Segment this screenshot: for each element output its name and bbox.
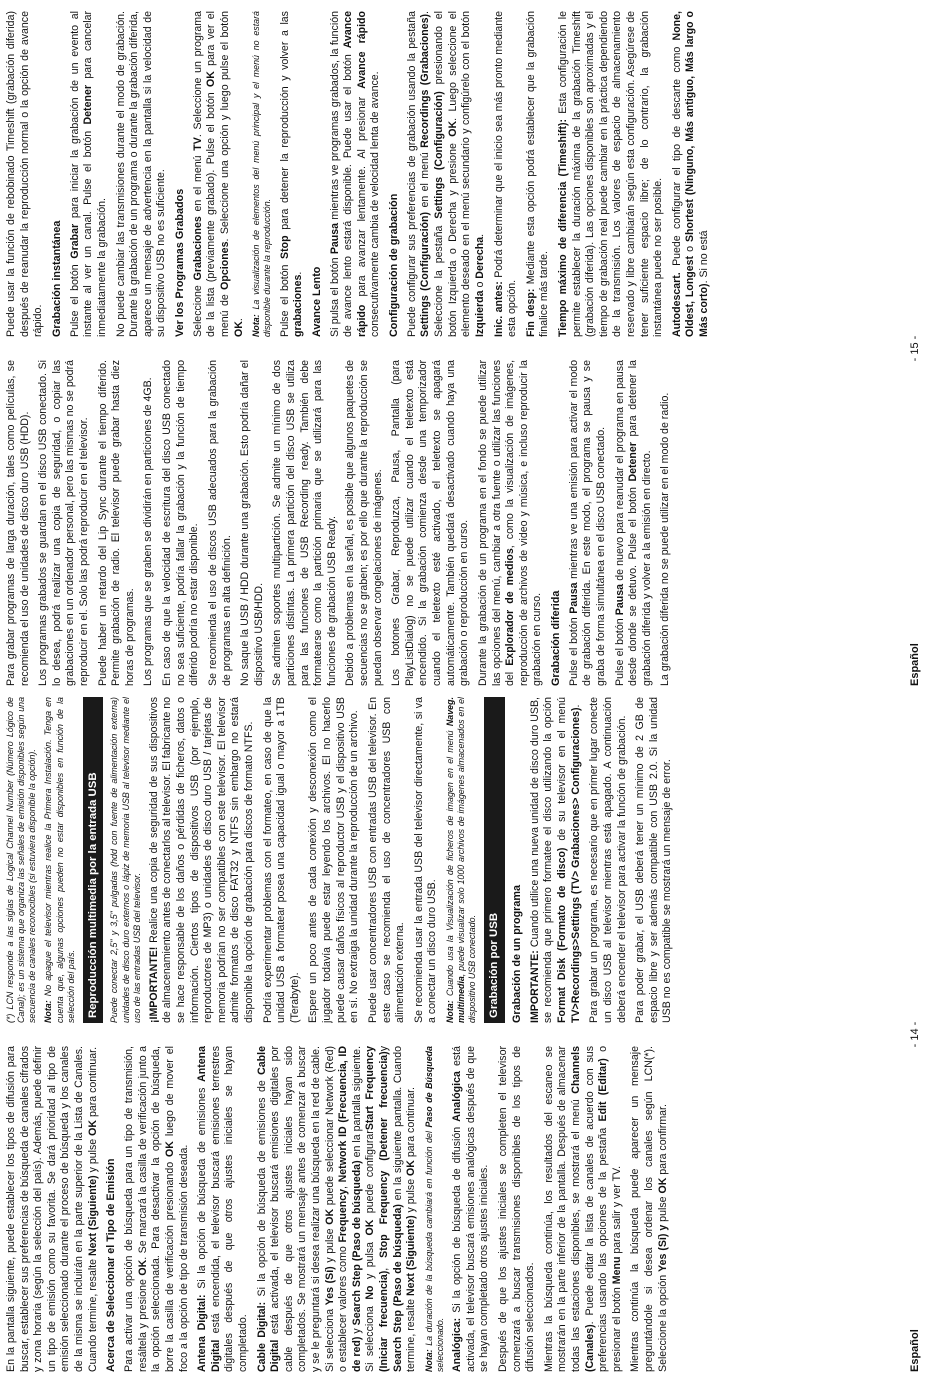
footer-language: Español xyxy=(909,643,921,686)
paragraph: Analógica: Si la opción de búsqueda de difusión Analógica está activada, el televisor buscará emisiones analógicas después de que se hayan completado otros ajustes iniciales. xyxy=(451,1046,491,1372)
paragraph: Se admiten soportes multipartición. Se admite un mínimo de dos particiones distintas. La primera partición del disco USB se utiliza para las funciones de USB Recording ready. También debe formatearse como la partición primaria que se utilizará para las funciones de grabación USB Ready. xyxy=(271,360,338,686)
note: Nota: La visualización de elementos del menú principal y el menú no estará disponible durante la reproducción. xyxy=(251,11,273,337)
note: Nota: La duración de la búsqueda cambiará en función del Paso de Búsqueda seleccionado. xyxy=(423,1046,446,1372)
note: (*) LCN responde a las siglas de Logical Channel Number (Número Lógico de Canal); es un sistema que organiza las señales de emisión disponibles según una secuencia de canales reconocibles (si estuviera disponible la opción). xyxy=(5,697,38,1023)
section-banner: Reproducción multimedia por la entrada USB xyxy=(83,697,104,1023)
paragraph: Autodescart. Puede configurar el tipo de descarte como None, Oldest, Longest o Shortest (Ninguno, Más antiguo, Más largo o Más corto). Si no está xyxy=(670,11,711,337)
section-banner: Grabación por USB xyxy=(484,697,505,1023)
page-14-column-2 xyxy=(5,697,895,1023)
paragraph: Pulse el botón Stop para detener la reproducción y volver a las grabaciones. xyxy=(278,11,305,337)
paragraph: Puede usar concentradores USB con entradas USB del televisor. En este caso se recomienda el uso de concentradores USB con alimentación externa. xyxy=(366,697,407,1023)
paragraph: Debido a problemas en la señal, es posible que algunos paquetes de secuencias no se graben; es por ello que durante la reproducción se puedan observar congelaciones de imágenes. xyxy=(344,360,384,686)
section-heading: Grabación diferida xyxy=(549,590,562,686)
paragraph: Puede haber un retardo del Lip Sync durante el tiempo diferido. Permite grabación de radio. El televisor puede grabar hasta diez horas de programas. xyxy=(96,360,136,686)
paragraph: Se recomienda usar la entrada USB del televisor directamente, si va a conectar un disco duro USB. xyxy=(412,697,439,1023)
paragraph: Pulse el botón Pausa mientras ve una emisión para activar el modo de grabación diferida. En este modo, el programa se pausa y se graba de forma simultánea en el disco USB conectado. xyxy=(567,360,608,686)
page-15-column-1 xyxy=(5,360,895,686)
paragraph: Mientras continúa la búsqueda puede aparecer un mensaje preguntándole si desea ordenar los canales según LCN(*). Seleccione la opción Yes (Sí) y pulse OK para confirmar. xyxy=(629,1046,669,1372)
section-heading: Avance Lento xyxy=(310,266,323,337)
paragraph: Cable Digital: Si la opción de búsqueda de emisiones de Cable Digital está activada, el televisor buscará emisiones digitales por cable después de que otros ajustes iniciales hayan sido completados. Se mostrará un mensaje antes de comenzar a buscar y se le preguntará si desea realizar una búsqueda en la red de cable. Si selecciona Yes (Sí) y pulse OK puede seleccionar Network (Red) o establecer valores como Frequency, Network ID (Frecuencia, ID de red) y Search Step (Paso de búsqueda) en la pantalla siguiente. Si selecciona No y pulsa OK puede configurarStart Frequency (Iniciar frecuencia), Stop Frequency (Detener frecuencia)y Search Step (Paso de búsqueda) en la siguiente pantalla. Cuando termine, resalte Next (Siguiente) y pulse OK para continuar. xyxy=(255,1046,418,1372)
paragraph: No puede cambiar las transmisiones durante el modo de grabación. Durante la grabación de un programa o durante la grabación diferida, aparece un mensaje de advertencia en la pantalla si la velocidad de su dispositivo USB no es suficiente. xyxy=(114,11,168,337)
paragraph: Durante la grabación de un programa en el fondo se puede utilizar las opciones del menú, cambiar a otra fuente o utilizar las funciones del Explorador de medios, como la visualización de imágenes, reproducción de archivos de video y música, e incluso reproducir la grabación en curso. xyxy=(476,360,544,686)
paragraph: Para grabar programas de larga duración, tales como películas, se recomienda el uso de unidades de disco duro USB (HDD). xyxy=(5,360,31,686)
paragraph: La grabación diferida no se puede utilizar en el modo de radio. xyxy=(659,392,672,686)
section-heading: Ver los Programas Grabados xyxy=(173,188,186,337)
note: Nota: No apague el televisor mientras realice la Primera Instalación. Tenga en cuenta que, algunas opciones pueden no estar disponibles en función de la selección del país. xyxy=(43,697,76,1023)
section-heading: Grabación instantánea xyxy=(50,220,63,337)
paragraph: ¡IMPORTANTE! Realice una copia de seguridad de sus dispositivos de almacenamiento antes de conectarlos al televisor. El fabricante no se hace responsable de los daños o pérdidas de ficheros, datos o información. Ciertos tipos de dispositivos USB (por ejemplo, reproductores de MP3) o unidades de disco duro USB / tarjetas de memoria podrían no ser compatibles con este televisor. El televisor admite formatos de disco FAT32 y NTFS sin embargo no estará disponible la opción de grabación para discos de formato NTFS. xyxy=(147,697,256,1023)
page-number: - 15 - xyxy=(909,335,921,362)
paragraph: Puede configurar sus preferencias de grabación usando la pestaña Settings (Configuración) en el menú Recordings (Grabaciones). Seleccione la pestaña Settings (Configuración) presionando el botón Izquierda o Derecha y presione OK. Luego seleccione el elemento deseado en el menú secundario y configúrelo con el botón Izquierda o Derecha. xyxy=(405,11,486,337)
paragraph: Fin desp: Mediante esta opción podrá establecer que la grabación finalice más tarde. xyxy=(524,11,551,337)
paragraph: Para activar una opción de búsqueda para un tipo de transmisión, resáltela y presione OK. Se marcará la casilla de verificación junto a la opción seleccionada. Para desactivar la opción de búsqueda, borre la casilla de verificación presionando OK luego de mover el foco a la opción de tipo de transmisión deseada. xyxy=(123,1046,190,1372)
section-heading: Grabación de un programa xyxy=(511,885,523,1023)
paragraph: Los programas que se graben se dividirán en particiones de 4GB. xyxy=(142,377,155,686)
paragraph: Pulse el botón Grabar para iniciar la grabación de un evento al instante al ver un canal. Pulse el botón Detener para cancelar inmediatamente la grabación. xyxy=(68,11,108,337)
section-heading: Configuración de grabación xyxy=(388,193,401,337)
paragraph: Los programas grabados se guardan en el disco USB conectado. Si lo desea, podrá realizar una copia de seguridad, o copiar las grabaciones en un ordenador personal, pero las mismas no se podrá reproducir en el. Solo las podrá reproducir en el televisor. xyxy=(37,360,91,686)
paragraph: Seleccione Grabaciones en el menú TV. Seleccione un programa de la lista (previamente grabado). Pulse el botón OK para ver el menú de Opciones. Seleccione una opción y luego pulse el botón OK. xyxy=(191,11,245,337)
note: Puede conectar 2,5" y 3,5" pulgadas (hdd con fuente de alimentación externa) unidades de disco duro externos o lápiz de memoria USB al televisor mediante el uso de las entradas USB del televisor. xyxy=(109,697,142,1023)
paragraph: En la pantalla siguiente, puede establecer los tipos de difusión para buscar, establecer sus preferencias de búsqueda de canales cifrados y zona horaria (según la selección del país). Además, puede definir un tipo de emisión como su favorita. Se dará prioridad al tipo de emisión seleccionado durante el proceso de búsqueda y los canales de la misma se incluirán en la parte superior de la Lista de Canales. Cuando termine, resalte Next (Siguiente) y pulse OK para continuar. xyxy=(5,1046,99,1372)
paragraph: Mientras la búsqueda continúa, los resultados del escaneo se mostrarán en la parte inferior de la pantalla. Después de almacenar todas las estaciones disponibles, se mostrará el menú Channels (Canales). Puede editar la lista de canales de acuerdo con sus preferencias usando las opciones de la pestaña Edit (Editar) o presionar el botón Menu para salir y ver TV. xyxy=(542,1046,623,1372)
paragraph: En caso de que la velocidad de escritura del disco USB conectado no sea suficiente, podría fallar la grabación y la función de tiempo diferido podría no estar disponible. xyxy=(161,360,201,686)
paragraph: Podría experimentar problemas con el formateo, en caso de que la unidad USB a formatear posea una capacidad igual o mayor a 1TB (Terabyte). xyxy=(261,697,301,1023)
page-14-footer xyxy=(909,697,921,1372)
footer-language: Español xyxy=(909,1329,921,1372)
paragraph: IMPORTANTE: Cuando utilice una nueva unidad de disco duro USB, se recomienda que primero formatee el disco utilizando la opción Format Disk (Formato de disco) de su televisor en el menú TV>Recordings>Settings (TV> Grabaciones> Configuraciones). xyxy=(528,697,582,1023)
paragraph: Inic. antes: Podrá determinar que el inicio sea más pronto mediante esta opción. xyxy=(492,11,519,337)
page-14-column-1 xyxy=(5,1046,895,1372)
page-14 xyxy=(5,697,945,1372)
paragraph: Para grabar un programa, es necesario que en primer lugar conecte un disco USB al televisor mientras está apagado. A continuación deberá encender el televisor para activar la función de grabación. xyxy=(588,697,628,1023)
page-15-column-2 xyxy=(5,11,895,337)
paragraph: Si pulsa el botón Pausa mientras ve programas grabados, la función de avance lento estará disponible. Puede usar el botón Avance rápido para avanzar lentamente. Al presionar Avance rápido consecutivamente cambia de velocidad lenta de avance. xyxy=(328,11,382,337)
paragraph: Después de que los ajustes iniciales se completen el televisor comenzará a buscar transmisiones disponibles de los tipos de difusión seleccionados. xyxy=(497,1046,537,1372)
paragraph: Antena Digital: Si la opción de búsqueda de emisiones Antena Digital está encendida, el televisor buscará emisiones terrestres digitales después de que otros ajustes iniciales se hayan completado. xyxy=(196,1046,249,1372)
page-15-footer xyxy=(909,11,921,686)
paragraph: No saque la USB / HDD durante una grabación. Esto podría dañar el dispositivo USB/HDD. xyxy=(239,360,265,686)
section-heading: Acerca de Seleccionar el Tipo de Emisión xyxy=(105,1158,118,1372)
paragraph: Puede usar la función de rebobinado Timeshift (grabación diferida) después de reanudar la reproducción normal o la opción de avance rápido. xyxy=(5,11,45,337)
paragraph: Espere un poco antes de cada conexión y desconexión como el jugador todavía puede estar leyendo los archivos. El no hacerlo puede causar daños físicos al reproductor USB y el dispositivo USB en sí. No extraiga la unidad durante la reproducción de un archivo. xyxy=(307,697,361,1023)
paragraph: Pulse el botón Pausa de nuevo para reanudar el programa en pausa desde donde se detuvo. Pulse el botón Detener para detener la grabación diferida y volver a la emisión en directo. xyxy=(613,360,653,686)
paragraph: Para poder grabar, el USB deberá tener un mínimo de 2 GB de espacio libre y ser además compatible con USB 2.0. Si la unidad USB no es compatible se mostrará un mensaje de error. xyxy=(634,697,674,1023)
page-15 xyxy=(5,11,945,686)
note: Nota: Cuando usa la Visualización de ficheros de imagen en el menú Naveg. multimedia, puede visualizar solo 1000 archivos de imágenes almacenados en el dispositivo USB conectado. xyxy=(444,697,478,1023)
paragraph: Tiempo máximo de diferencia (Timeshift): Esta configuración le permite establecer la duración máxima de la grabación Timeshift (grabación diferida). Las opciones disponibles son aproximadas y el tiempo de grabación real puede cambiar en la práctica dependiendo de la transmisión. Los valores de espacio de almacenamiento reservado y libre cambiarán según esta configuración. Asegúrese de tener suficiente espacio libre; de lo contrario, la grabación instantánea puede no ser posible. xyxy=(556,11,665,337)
paragraph: Se recomienda el uso de discos USB adecuados para la grabación de programas en alta definición. xyxy=(206,360,233,686)
paragraph: Los botones Grabar, Reproduzca, Pausa, Pantalla (para PlayListDialog) no se puede utilizar cuando el teletexto está encendido. Si la grabación comienza desde una temporizador cuando el teletexto esté activado, el teletexto se apagará automáticamente. También quedará desactivado cuando haya una grabación o reproducción en curso. xyxy=(390,360,471,686)
page-number: - 14 - xyxy=(909,1021,921,1048)
